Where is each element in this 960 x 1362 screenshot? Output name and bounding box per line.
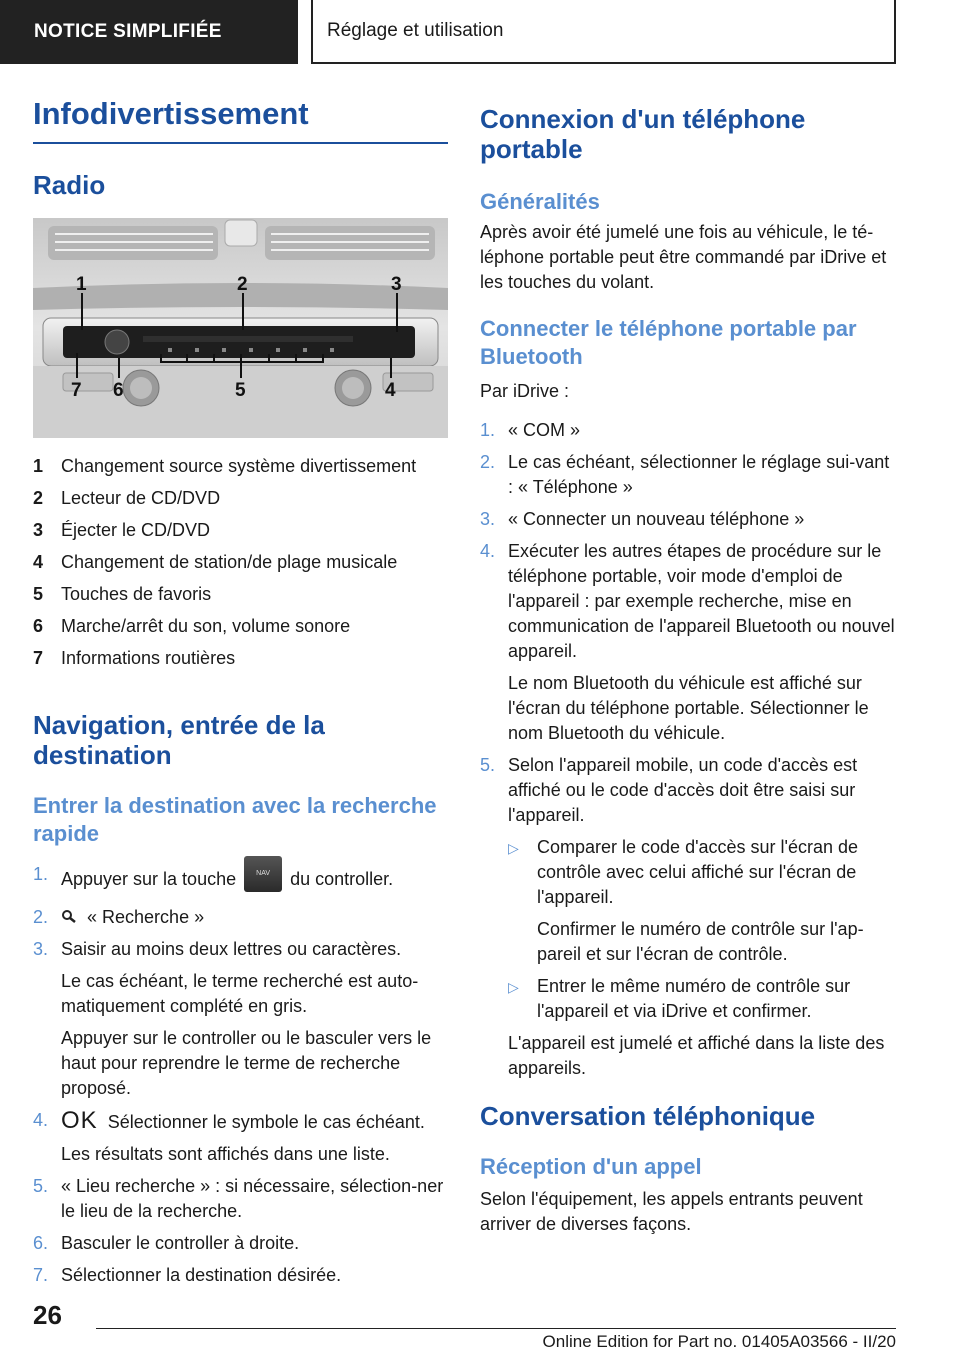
footer-divider	[96, 1328, 896, 1329]
figure-legend	[33, 450, 448, 674]
legend-item: 4 Changement de station/de plage musicale	[33, 552, 398, 572]
list-item: 2. Le cas échéant, sélectionner le réglage sui‐vant : « Téléphone »	[480, 452, 890, 497]
figure-label-5: 5	[235, 380, 246, 401]
figure-label-7: 7	[71, 380, 82, 401]
bluetooth-heading: Connecter le téléphone portable par Bluetooth	[480, 316, 857, 369]
phone-connection-heading: Connexion d'un téléphone portable	[480, 104, 806, 164]
quick-search-heading: Entrer la destination avec la recherche rapide	[33, 793, 437, 846]
legend-item: 1 Changement source système divertissement	[33, 456, 417, 476]
figure-label-2: 2	[237, 274, 248, 295]
page-footer	[0, 1290, 960, 1362]
list-item: 5. « Lieu recherche » : si nécessaire, sélection‐ner le lieu de la recherche.	[33, 1176, 444, 1221]
left-column	[33, 96, 448, 1295]
triangle-bullet-icon: ▷	[508, 840, 519, 856]
radio-panel-image	[33, 218, 448, 438]
list-item: 2. « Recherche »	[33, 907, 205, 927]
right-column	[480, 104, 895, 1237]
list-item: 6. Basculer le controller à droite.	[33, 1233, 300, 1253]
nav-steps	[33, 862, 448, 1288]
general-heading: Généralités	[480, 189, 600, 214]
radio-heading: Radio	[33, 170, 106, 200]
incoming-call-text: Selon l'équipement, les appels entrants peuvent arriver de diverses façons.	[480, 1189, 863, 1234]
general-text: Après avoir été jumelé une fois au véhicule, le té‐léphone portable peut être commandé par iDrive et les touches du volant.	[480, 222, 887, 292]
page-header	[0, 0, 960, 66]
list-item: 3. Saisir au moins deux lettres ou caractères. Le cas échéant, le terme recherché est auto‐matiquement complété en gris. Appuyer sur le controller ou le basculer vers le haut pour reprendre le terme de recherche proposé.	[33, 939, 432, 1098]
legend-item: 3 Éjecter le CD/DVD	[33, 520, 211, 540]
list-item: 5. Selon l'appareil mobile, un code d'accès est affiché ou le code d'accès doit être saisi sur l'appareil. ▷ Comparer le code d'accès sur l'écran de contrôle avec celui affiché sur l'écran de l'appareil. Confirmer le numéro de contrôle sur l'ap‐pareil et sur l'écran de contrôle. ▷ Entrer le même numéro de contrôle sur l'appareil et via iDrive et confirmer. L'appareil est jumelé et affiché dans la liste des appareils.	[480, 753, 895, 1081]
sub-list-item: ▷ Comparer le code d'accès sur l'écran de contrôle avec celui affiché sur l'écran de l'appareil. Confirmer le numéro de contrôle sur l'ap‐pareil et sur l'écran de contrôle.	[508, 835, 895, 967]
phone-call-heading: Conversation téléphonique	[480, 1101, 816, 1131]
figure-label-1: 1	[76, 274, 87, 295]
list-item: 1. Appuyer sur la touche NAV du controller.	[33, 862, 448, 898]
legend-item: 2 Lecteur de CD/DVD	[33, 488, 221, 508]
legend-item: 7 Informations routières	[33, 648, 236, 668]
sub-list-item: ▷ Entrer le même numéro de contrôle sur l'appareil et via iDrive et confirmer.	[508, 974, 895, 1024]
radio-panel-figure	[33, 218, 448, 438]
edition-text: Online Edition for Part no. 01405A03566 - II/20	[542, 1332, 896, 1351]
figure-label-4: 4	[385, 380, 396, 401]
figure-label-3: 3	[391, 274, 402, 295]
list-item: 4. Exécuter les autres étapes de procédure sur le téléphone portable, voir mode d'emploi de l'appareil : par exemple recherche, mise en communication de l'appareil Bluetooth ou nouvel appareil. Le nom Bluetooth du véhicule est affiché sur l'écran du téléphone portable. Sélectionner le nom Bluetooth du véhicule.	[480, 541, 895, 743]
list-item: 3. « Connecter un nouveau téléphone »	[480, 509, 805, 529]
list-item: 1. « COM »	[480, 420, 581, 440]
incoming-call-heading: Réception d'un appel	[480, 1154, 702, 1179]
bluetooth-steps	[480, 418, 895, 1081]
chapter-tab: Réglage et utilisation	[311, 0, 896, 64]
search-icon	[61, 907, 77, 927]
figure-label-6: 6	[113, 380, 124, 401]
ok-icon: OK	[61, 1107, 98, 1134]
triangle-bullet-icon: ▷	[508, 979, 519, 995]
bluetooth-intro: Par iDrive :	[480, 381, 570, 401]
legend-item: 5 Touches de favoris	[33, 584, 212, 604]
nav-button-icon: NAV	[244, 856, 282, 892]
section-tab: NOTICE SIMPLIFIÉE	[0, 0, 298, 64]
list-item: 7. Sélectionner la destination désirée.	[33, 1265, 342, 1285]
legend-item: 6 Marche/arrêt du son, volume sonore	[33, 616, 351, 636]
page-title: Infodivertissement	[33, 96, 448, 144]
page-number: 26	[33, 1300, 62, 1330]
navigation-heading: Navigation, entrée de la destination	[33, 710, 325, 770]
list-item: 4. OK Sélectionner le symbole le cas échéant. Les résultats sont affichés dans une liste.	[33, 1107, 425, 1164]
